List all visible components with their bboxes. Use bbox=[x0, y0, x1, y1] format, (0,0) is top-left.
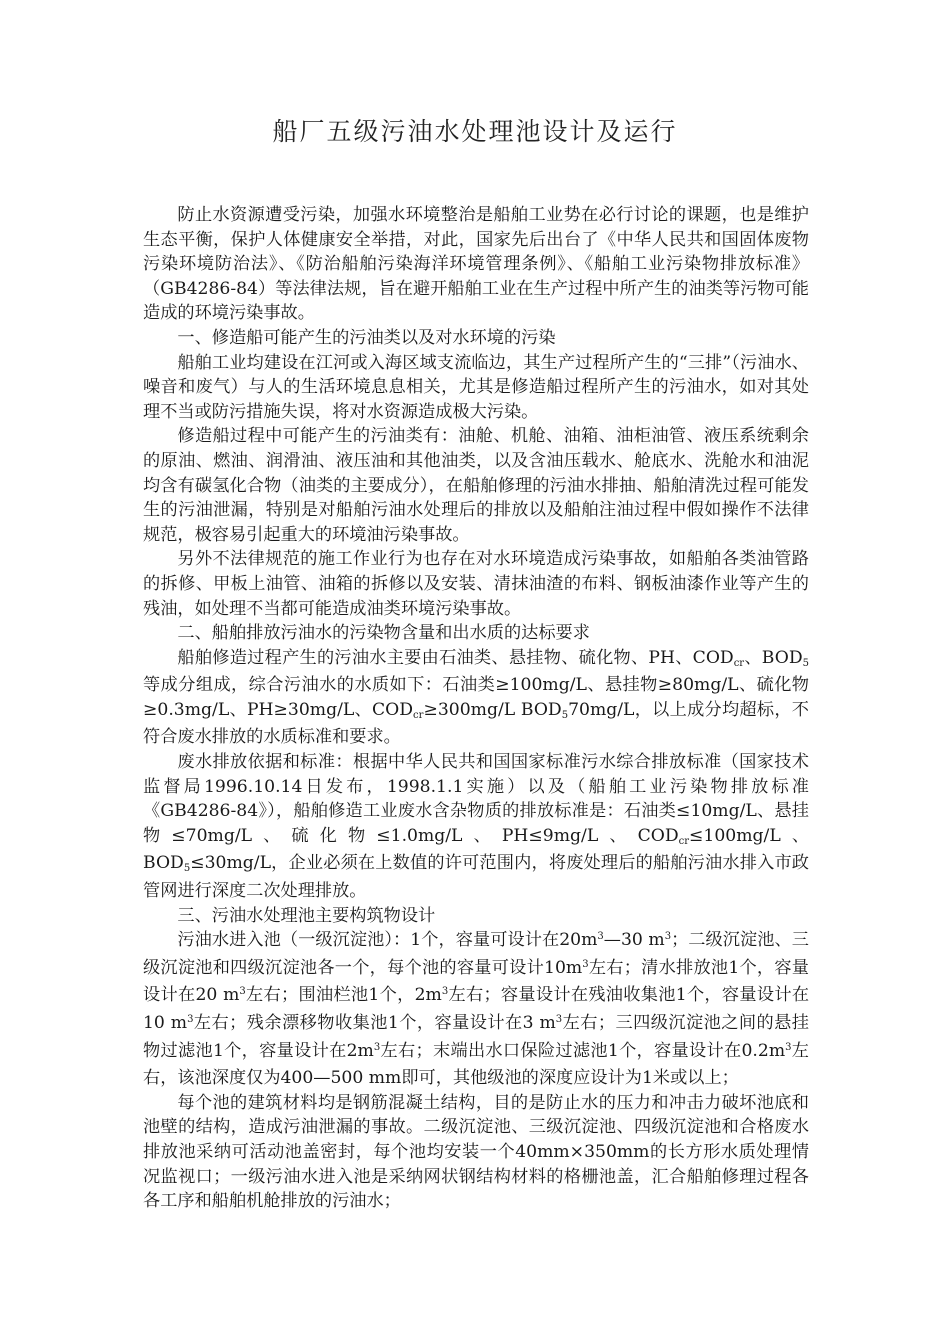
text-run: 左右；残余漂移物收集池1个，容量设计在3 m bbox=[193, 1013, 556, 1033]
text-run: 左右，该池深度仅为400—500 mm即可，其他级池的深度应设计为1米或以上； bbox=[143, 1040, 809, 1089]
subscript: cr bbox=[413, 709, 424, 721]
subscript: cr bbox=[733, 657, 745, 669]
subscript: 5 bbox=[561, 709, 569, 721]
superscript: 3 bbox=[239, 986, 246, 998]
text-run: ≤30mg/L，企业必须在上数值的许可范围内，将废处理后的船舶污油水排入市政管网进行深度二次处理排放。 bbox=[143, 853, 809, 902]
paragraph: 每个池的建筑材料均是钢筋混凝土结构，目的是防止水的压力和冲击力破坏池底和池壁的结构，造成污油泄漏的事故。二级沉淀池、三级沉淀池、四级沉淀池和合格废水排放池采纳可活动池盖密封，每个池均安装一个40mm×350mm的长方形水质处理情况监视口；一级污油水进入池是采纳网状钢结构材料的格栅池盖，汇合船舶修理过程各各工序和船舶机舱排放的污油水； bbox=[143, 1092, 809, 1212]
document-body bbox=[143, 203, 809, 1214]
superscript: 3 bbox=[582, 958, 589, 970]
superscript: 3 bbox=[441, 986, 449, 998]
text-run: —30 m bbox=[603, 930, 665, 951]
text-run: 、BOD bbox=[744, 647, 803, 668]
text-run: 70mg/L，以上成分均超标，不符合废水排放的水质标准和要求。 bbox=[143, 699, 809, 748]
superscript: 3 bbox=[785, 1041, 792, 1053]
paragraph: 另外不法律规范的施工作业行为也存在对水环境造成污染事故，如船舶各类油管路的拆修、甲板上油管、油箱的拆修以及安装、清抹油渣的布料、钢板油漆作业等产生的残油，如处理不当都可能造成油类环境污染事故。 bbox=[143, 549, 809, 619]
text-run: 等成分组成，综合污油水的水质如下：石油类≥100mg/L、悬挂物≥80mg/L、硫化物≥0.3mg/L、PH≥30mg/L、COD bbox=[143, 675, 809, 720]
superscript: 3 bbox=[664, 931, 672, 943]
paragraph: 船舶工业均建设在江河或入海区域支流临边，其生产过程所产生的“三排”（污油水、噪音和废气）与人的生活环境息息相关，尤其是修造船过程所产生的污油水，如对其处理不当或防污措施失误，将对水资源造成极大污染。 bbox=[143, 352, 809, 422]
superscript: 3 bbox=[187, 1014, 194, 1025]
text-run: ≥300mg/L BOD bbox=[423, 699, 562, 720]
text-run: 左右；末端出水口保险过滤池1个，容量设计在0.2m bbox=[380, 1040, 786, 1061]
text-run: 船舶修造过程产生的污油水主要由石油类、悬挂物、硫化物、PH、COD bbox=[177, 647, 734, 668]
superscript: 3 bbox=[555, 1014, 563, 1025]
paragraph bbox=[143, 928, 809, 1091]
text-run: 左右；清水排放池1个，容量设计在20 m bbox=[143, 957, 809, 1006]
text-run: 污油水进入池（一级沉淀池）：1个，容量可设计在20m bbox=[177, 930, 598, 951]
superscript: 3 bbox=[373, 1041, 381, 1053]
text-run: 左右；三四级沉淀池之间的悬挂物过滤池1个，容量设计在2m bbox=[143, 1013, 809, 1061]
section-heading: 一、修造船可能产生的污油类以及对水环境的污染 bbox=[177, 327, 556, 348]
paragraph bbox=[143, 750, 809, 904]
subscript: 5 bbox=[802, 657, 809, 669]
text-run: 废水排放依据和标准：根据中华人民共和国国家标准污水综合排放标准（国家技术监督局1996.10.14日发布，1998.1.1实施）以及（船舶工业污染物排放标准《GB4286-84》），船舶修造工业废水含杂物质的排放标准是：石油类≤10mg/L、悬挂物≤70mg/L、硫化物≤1.0mg/L、PH≤9mg/L、COD bbox=[143, 752, 809, 846]
subscript: cr bbox=[678, 835, 690, 847]
text-run: ；二级沉淀池、三级沉淀池和四级沉淀池各一个，每个池的容量可设计10m bbox=[143, 930, 809, 978]
section-heading: 二、船舶排放污油水的污染物含量和出水质的达标要求 bbox=[177, 623, 590, 644]
text-run: ≤100mg/L、BOD bbox=[143, 825, 810, 874]
text-run: 左右；容量设计在残油收集池1个，容量设计在10 m bbox=[143, 985, 810, 1033]
text-run: 左右；围油栏池1个，2m bbox=[245, 985, 442, 1006]
subscript: 5 bbox=[183, 863, 191, 875]
paragraph: 修造船过程中可能产生的污油类有：油舱、机舱、油箱、油柜油管、液压系统剩余的原油、燃油、润滑油、液压油和其他油类，以及含油压载水、舱底水、洗舱水和油泥均含有碳氢化合物（油类的主要成分），在船舶修理的污油水排抽、船舶清洗过程可能发生的污油泄漏，特别是对船舶污油水处理后的排放以及船舶注油过程中假如操作不法律规范，极容易引起重大的环境油污染事故。 bbox=[143, 426, 809, 545]
paragraph: 防止水资源遭受污染，加强水环境整治是船舶工业势在必行讨论的课题，也是维护生态平衡，保护人体健康安全举措，对此，国家先后出台了《中华人民共和国固体废物污染环境防治法》、《防治船舶污染海洋环境管理条例》、《船舶工业污染物排放标准》（GB4286-84）等法律法规，旨在避开船舶工业在生产过程中所产生的油类等污物可能造成的环境污染事故。 bbox=[143, 205, 809, 324]
section-heading: 三、污油水处理池主要构筑物设计 bbox=[177, 905, 436, 926]
page-title: 船厂五级污油水处理池设计及运行 bbox=[272, 117, 678, 146]
paragraph bbox=[143, 646, 809, 750]
superscript: 3 bbox=[597, 931, 604, 943]
